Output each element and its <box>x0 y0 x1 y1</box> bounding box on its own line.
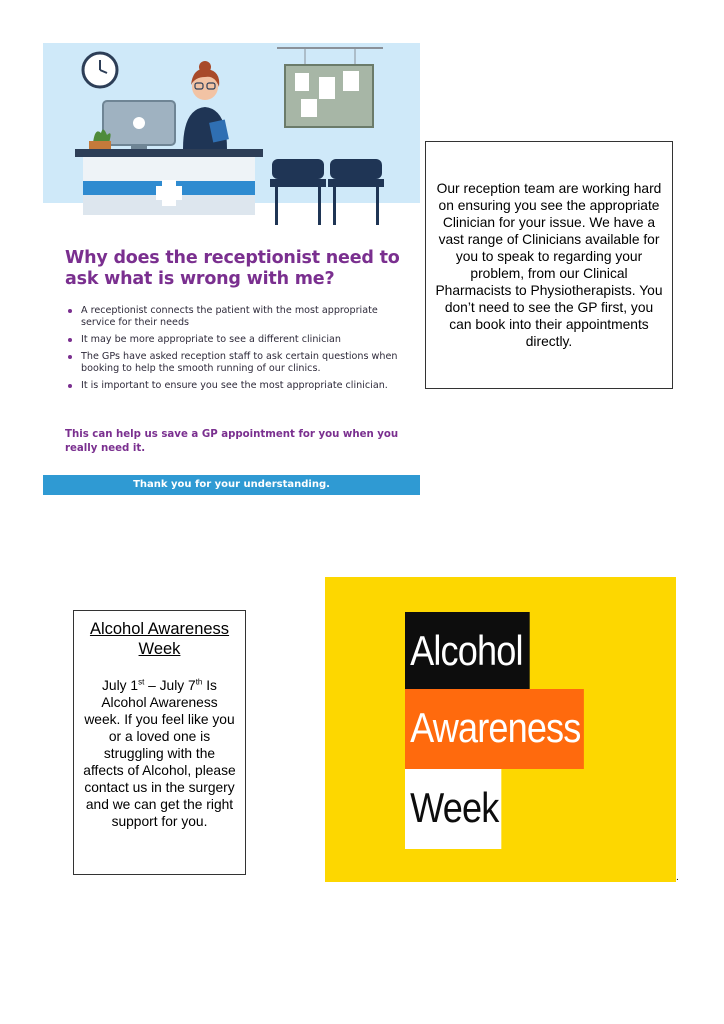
alcohol-box-text: Is Alcohol Awareness week. If you feel like you or a loved one is struggling with the affects of Alcohol, please contact us in the surgery and we can get the right support for you. <box>83 678 236 829</box>
alcohol-word-tag <box>405 612 530 689</box>
alcohol-awareness-box <box>73 610 246 875</box>
awareness-word-tag <box>405 689 584 769</box>
reception-info-text: Our reception team are working hard on ensuring you see the appropriate Clinician for your issue. We have a vast range of Clinicians available for you to speak to regarding your problem, from our Clinical Pharmacists to Physiotherapists. You don’t need to see the GP first, you can book into their appointments directly. <box>435 181 663 349</box>
date-start-suffix: st <box>138 677 145 687</box>
reception-poster <box>43 43 420 495</box>
list-item <box>65 334 415 346</box>
bullet-icon <box>68 355 72 359</box>
trailing-period: . <box>676 872 679 883</box>
week-word: Week <box>410 784 499 831</box>
date-start-day: July 1 <box>102 678 139 693</box>
alcohol-box-title: Alcohol Awareness Week <box>89 620 230 658</box>
bullet-text: A receptionist connects the patient with the most appropriate service for their needs <box>81 305 378 328</box>
poster-footer-bar: Thank you for your understanding. <box>43 475 420 495</box>
poster-call-to-action: This can help us save a GP appointment for you when you really need it. <box>65 429 399 454</box>
reception-desk <box>75 149 263 215</box>
date-end-suffix: th <box>195 677 203 687</box>
alcohol-word: Alcohol <box>410 627 523 674</box>
poster-heading: Why does the receptionist need to ask what is wrong with me? <box>65 248 400 289</box>
alcohol-box-body <box>82 677 237 830</box>
date-dash: – <box>144 678 160 693</box>
bullet-text: It may be more appropriate to see a different clinician <box>81 334 341 345</box>
poster-bullet-list <box>65 305 415 397</box>
list-item <box>65 351 415 375</box>
bullet-text: The GPs have asked reception staff to ask certain questions when booking to help the smooth running of our clinics. <box>81 351 398 374</box>
bullet-icon <box>68 309 72 313</box>
computer-monitor-icon <box>103 101 175 151</box>
list-item <box>65 305 415 329</box>
reception-info-box <box>425 141 673 389</box>
week-word-tag <box>405 769 501 849</box>
alcohol-awareness-graphic <box>325 577 676 882</box>
date-end-day: July 7 <box>159 678 196 693</box>
reception-illustration <box>43 43 420 230</box>
bullet-icon <box>68 384 72 388</box>
bullet-text: It is important to ensure you see the most appropriate clinician. <box>81 380 388 391</box>
wall-clock-icon <box>83 53 117 87</box>
awareness-word: Awareness <box>410 704 581 751</box>
list-item <box>65 380 415 392</box>
bullet-icon <box>68 338 72 342</box>
